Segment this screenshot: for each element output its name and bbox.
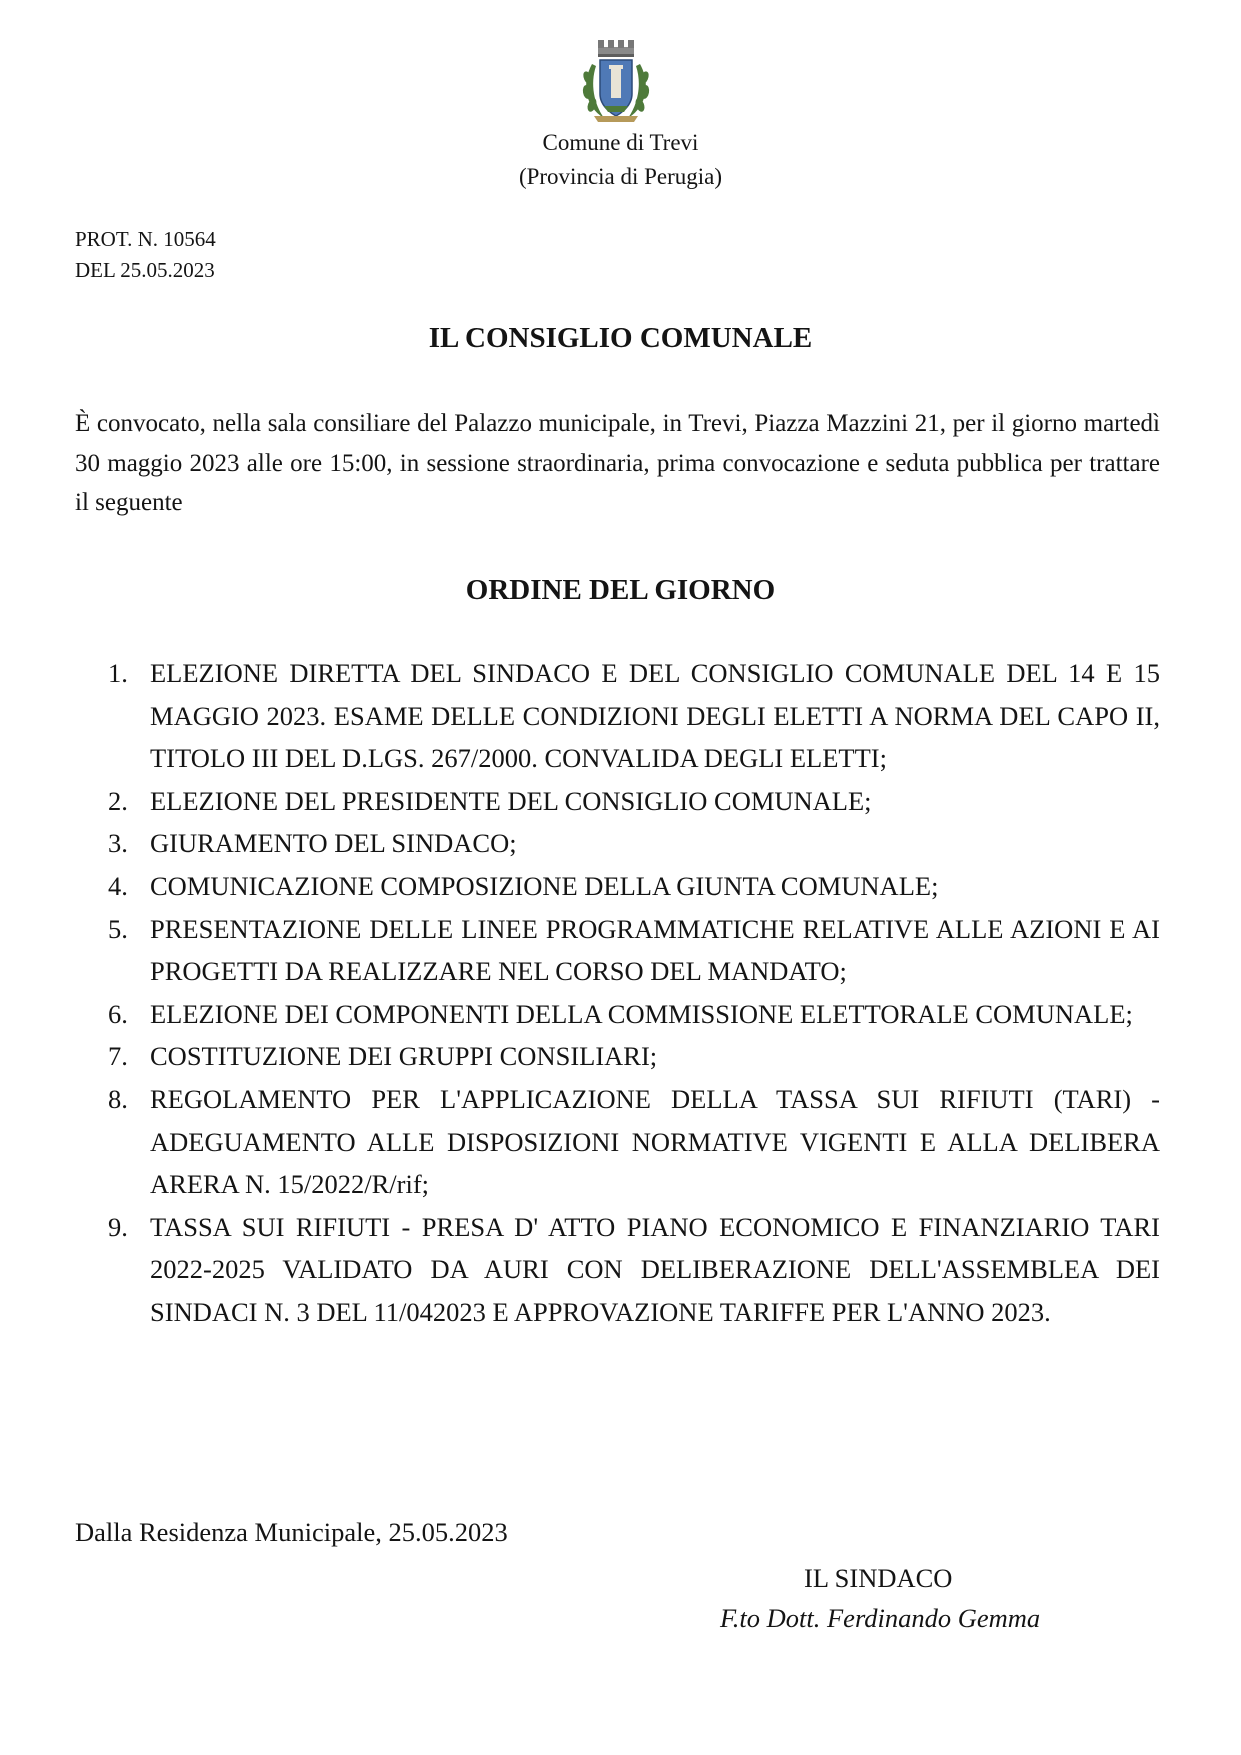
agenda-item [75, 993, 1160, 1036]
agenda-item [75, 1206, 1160, 1334]
agenda-item-text: COSTITUZIONE DEI GRUPPI CONSILIARI; [150, 1041, 658, 1072]
agenda-item-text: REGOLAMENTO PER L'APPLICAZIONE DELLA TASSA SUI RIFIUTI (TARI) - ADEGUAMENTO ALLE DISPOSIZIONI NORMATIVE VIGENTI E ALLA DELIBERA ARERA N. 15/2022/R/rif; [150, 1083, 1160, 1200]
agenda-list [75, 652, 1160, 1334]
agenda-item-text: ELEZIONE DEL PRESIDENTE DEL CONSIGLIO COMUNALE; [150, 785, 872, 816]
agenda-item-text: ELEZIONE DIRETTA DEL SINDACO E DEL CONSIGLIO COMUNALE DEL 14 E 15 MAGGIO 2023. ESAME DELLE CONDIZIONI DEGLI ELETTI A NORMA DEL CAPO II, TITOLO III DEL D.LGS. 267/2000. CONVALIDA DEGLI ELETTI; [150, 658, 1160, 774]
agenda-item-number: 3. [108, 828, 128, 859]
place-and-date: Dalla Residenza Municipale, 25.05.2023 [75, 1517, 508, 1547]
comune-name: Comune di Trevi [542, 130, 699, 155]
crown-icon [598, 40, 634, 57]
coat-of-arms-icon [578, 38, 654, 126]
agenda-item [75, 780, 1160, 823]
agenda-item-number: 1. [108, 658, 128, 688]
signatory-name: F.to Dott. Ferdinando Gemma [720, 1603, 1041, 1633]
signatory-title: IL SINDACO [804, 1563, 953, 1593]
agenda-item [75, 822, 1160, 865]
protocol-date: DEL 25.05.2023 [75, 258, 215, 282]
agenda-item [75, 1078, 1160, 1206]
protocol-block [75, 224, 216, 286]
agenda-item-text: PRESENTAZIONE DELLE LINEE PROGRAMMATICHE RELATIVE ALLE AZIONI E AI PROGETTI DA REALIZZARE NEL CORSO DEL MANDATO; [150, 913, 1160, 987]
shield-icon [600, 60, 632, 116]
agenda-item-text: GIURAMENTO DEL SINDACO; [150, 828, 517, 859]
agenda-item-text: COMUNICAZIONE COMPOSIZIONE DELLA GIUNTA COMUNALE; [150, 870, 939, 901]
agenda-item-number: 8. [108, 1083, 128, 1114]
agenda-item-text: TASSA SUI RIFIUTI - PRESA D' ATTO PIANO ECONOMICO E FINANZIARIO TARI 2022-2025 VALIDATO DA AURI CON DELIBERAZIONE DELL'ASSEMBLEA DEI SINDACI N. 3 DEL 11/042023 E APPROVAZIONE TARIFFE PER L'ANNO 2023. [150, 1211, 1160, 1327]
agenda-item-number: 4. [108, 870, 128, 901]
agenda-item-number: 5. [108, 913, 128, 944]
document-title: IL CONSIGLIO COMUNALE [428, 322, 813, 354]
agenda-item-text: ELEZIONE DEI COMPONENTI DELLA COMMISSIONE ELETTORALE COMUNALE; [150, 998, 1133, 1029]
provincia-name: (Provincia di Perugia) [518, 164, 723, 189]
agenda-item [75, 908, 1160, 993]
agenda-item-number: 9. [108, 1211, 128, 1242]
protocol-number: PROT. N. 10564 [75, 227, 216, 251]
agenda-item [75, 652, 1160, 780]
agenda-item-number: 2. [108, 785, 128, 816]
agenda-item [75, 865, 1160, 908]
ribbon-icon [594, 116, 638, 122]
agenda-item-number: 6. [108, 998, 128, 1029]
convocation-paragraph: È convocato, nella sala consiliare del Palazzo municipale, in Trevi, Piazza Mazzini 21, per il giorno martedì 30 maggio 2023 alle ore 15:00, in sessione straordinaria, prima convocazione e seduta pubblica per trattare il seguente [75, 410, 1160, 516]
agenda-item [75, 1035, 1160, 1078]
agenda-item-number: 7. [108, 1041, 128, 1072]
agenda-title: ORDINE DEL GIORNO [465, 574, 776, 606]
